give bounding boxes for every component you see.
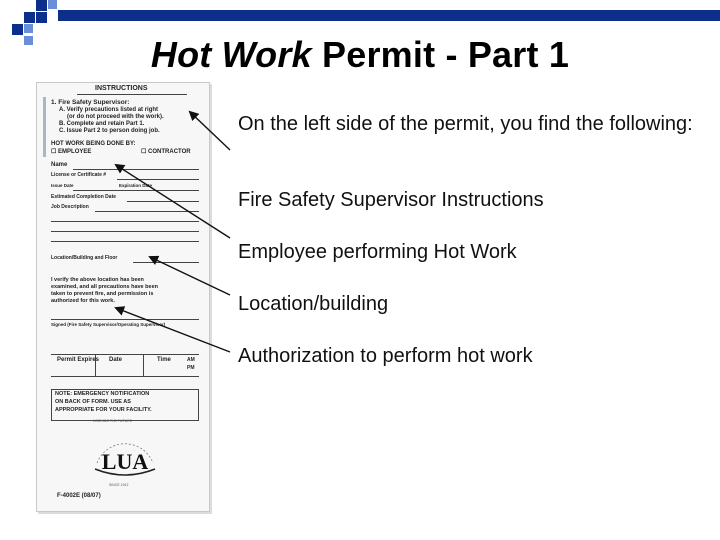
permit-step-a2: (or do not proceed with the work). [67, 114, 164, 120]
permit-employee-checkbox: ☐ EMPLOYEE [51, 149, 92, 155]
permit-completion-label: Estimated Completion Date [51, 194, 117, 200]
note-line-3: APPROPRIATE FOR YOUR FACILITY. [55, 407, 152, 413]
permit-time-label: Time [157, 357, 171, 363]
permit-location-label: Location/Building and Floor [51, 255, 118, 261]
permit-expires-label: Permit Expires [57, 357, 100, 363]
permit-verify-line-3: taken to prevent fire, and permission is [51, 291, 154, 297]
permit-step-b: B. Complete and retain Part 1. [59, 121, 145, 127]
permit-job-desc-label: Job Description [51, 204, 89, 210]
arrow-authorization [116, 308, 230, 352]
arrow-employee [116, 165, 230, 238]
permit-name-label: Name [51, 162, 68, 168]
item-authorization: Authorization to perform hot work [238, 345, 533, 367]
logo-arc-top-text: LOOKING THE FUTURE [93, 419, 133, 423]
logo-letters: LUA [101, 449, 149, 474]
intro-text: On the left side of the permit, you find the following: [238, 113, 693, 135]
permit-step-a: A. Verify precautions listed at right [59, 107, 159, 113]
permit-license-label: License or Certificate # [51, 172, 107, 178]
permit-signed-label: Signed (Fire Safety Supervisor/Operating Supervisor) [51, 322, 166, 327]
arrow-location [150, 257, 230, 295]
item-employee: Employee performing Hot Work [238, 241, 517, 263]
note-line-2: ON BACK OF FORM. USE AS [55, 399, 131, 405]
permit-issue-date: Issue Date [51, 183, 74, 188]
permit-step-1: 1. Fire Safety Supervisor: [51, 99, 130, 106]
item-instructions: Fire Safety Supervisor Instructions [238, 189, 544, 211]
note-line-1: NOTE: EMERGENCY NOTIFICATION [55, 391, 150, 397]
permit-contractor-checkbox: ☐ CONTRACTOR [141, 149, 191, 155]
item-location: Location/building [238, 293, 389, 315]
permit-exp-date: Expiration Date [119, 183, 153, 188]
title-italic-part: Hot Work [150, 34, 312, 75]
permit-heading: INSTRUCTIONS [95, 85, 148, 92]
permit-verify-line-1: I verify the above location has been [51, 277, 144, 283]
title-rest-part: Permit - Part 1 [311, 34, 570, 75]
permit-done-by: HOT WORK BEING DONE BY: [51, 141, 136, 147]
permit-verify-line-2: examined, and all precautions have been [51, 284, 158, 290]
permit-form-code: F-4002E (08/07) [57, 493, 101, 499]
permit-verify-line-4: authorized for this work. [51, 298, 115, 304]
permit-am-label: AM [187, 357, 195, 363]
logo-arc-bottom-text: SINCE 1912 [109, 483, 129, 487]
permit-pm-label: PM [187, 365, 195, 371]
arrow-instructions [190, 112, 230, 150]
permit-date-label: Date [109, 357, 123, 363]
permit-step-c: C. Issue Part 2 to person doing job. [59, 128, 160, 134]
